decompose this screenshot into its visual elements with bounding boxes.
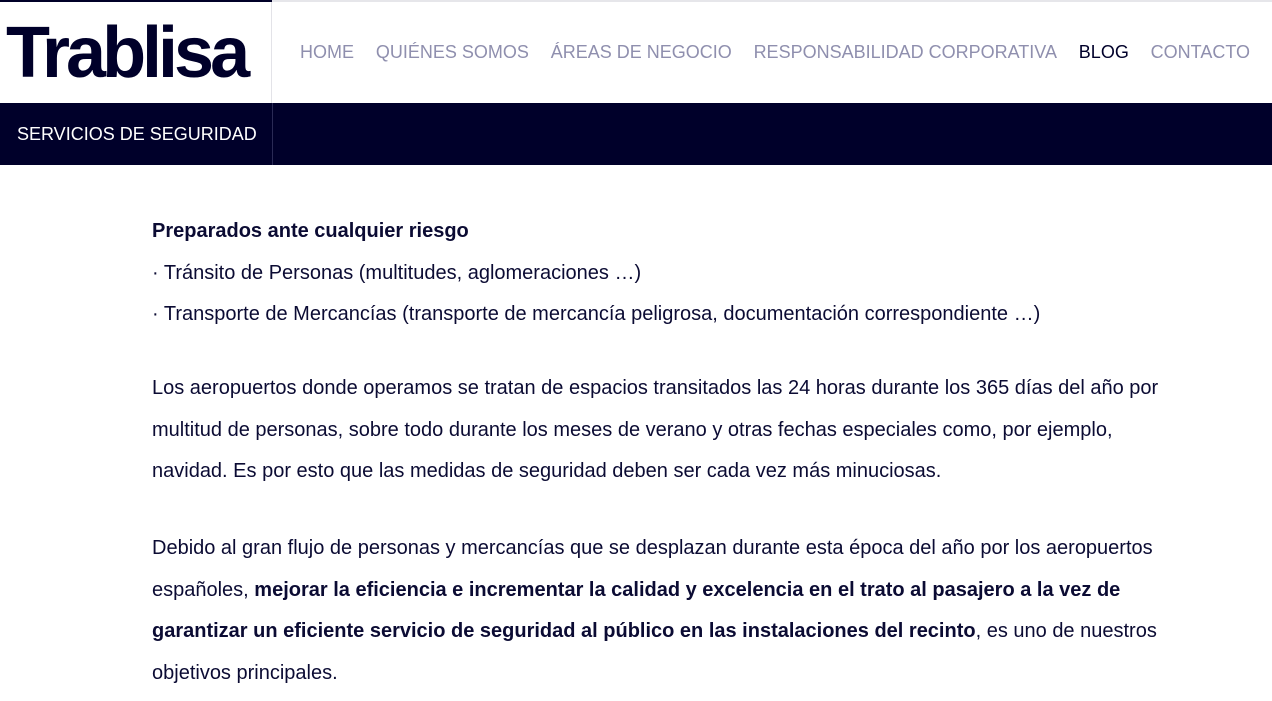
nav-blog[interactable]: BLOG [1078, 42, 1129, 62]
paragraph-objectives [152, 528, 1172, 694]
logo-container[interactable] [0, 2, 272, 105]
sub-header-bar [0, 103, 1272, 165]
main-nav [300, 2, 1250, 103]
nav-responsabilidad-corporativa[interactable]: RESPONSABILIDAD CORPORATIVA [753, 42, 1057, 62]
bullet-transito: · Tránsito de Personas (multitudes, aglomeraciones …) [152, 261, 642, 284]
nav-quienes-somos[interactable]: QUIÉNES SOMOS [375, 42, 529, 62]
paragraph-airports: Los aeropuertos donde operamos se tratan de espacios transitados las 24 horas durante los 365 días del año por multitud de personas, sobre todo durante los meses de verano y otras fechas especiales como, por ejemplo, navidad. Es por esto que las medidas de seguridad deben ser cada vez más minuciosas. [152, 377, 1159, 482]
subbar-divider [272, 103, 273, 165]
risk-heading: Preparados ante cualquier riesgo [152, 220, 469, 242]
nav-home[interactable]: HOME [300, 42, 354, 62]
trablisa-logo[interactable]: Trablisa [6, 13, 247, 93]
paragraph-objectives-end: , es uno de nuestros objetivos principales. [152, 620, 1157, 684]
paragraph-objectives-bold: mejorar la eficiencia e incrementar la calidad y excelencia en el trato al pasajero a la vez de garantizar un eficiente servicio de seguridad al público en las instalaciones del recinto [152, 578, 1121, 642]
nav-contacto[interactable]: CONTACTO [1150, 42, 1250, 62]
bullet-transporte: · Transporte de Mercancías (transporte de mercancía peligrosa, documentación correspondiente …) [152, 303, 1041, 325]
risk-section [152, 211, 1172, 336]
services-label[interactable]: SERVICIOS DE SEGURIDAD [17, 124, 257, 144]
site-header [0, 0, 1272, 103]
nav-areas-de-negocio[interactable]: ÁREAS DE NEGOCIO [550, 42, 732, 62]
paragraph-objectives-start: Debido al gran flujo de personas y mercancías que se desplazan durante esta época del año por los aeropuertos españoles, [152, 537, 1153, 601]
